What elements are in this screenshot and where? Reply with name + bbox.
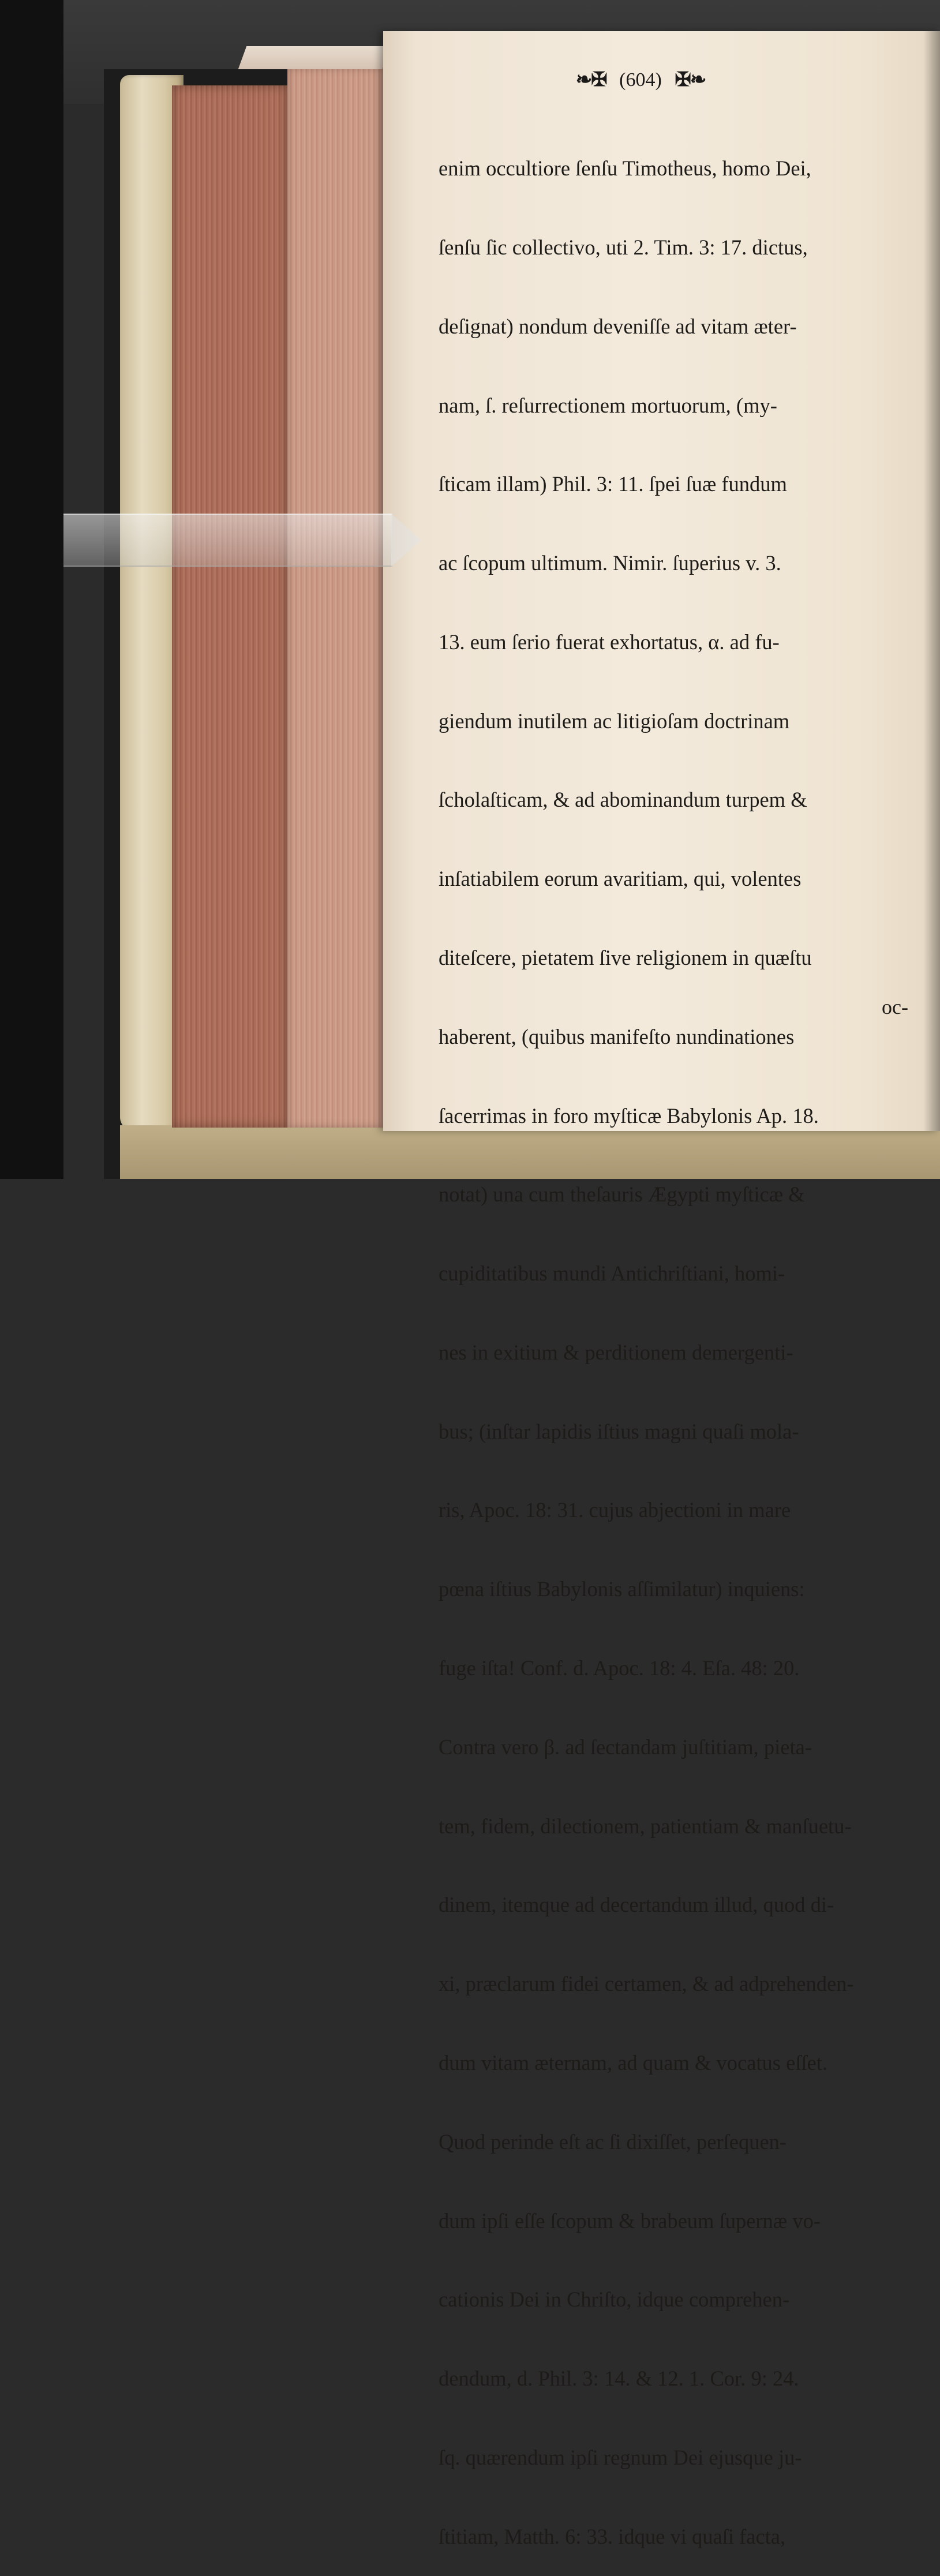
text-line: dendum, d. Phil. 3: 14. & 12. 1. Cor. 9: 24. [439, 2367, 799, 2391]
text-line: deſignat) nondum deveniſſe ad vitam æter- [439, 314, 797, 338]
text-line: dum ipſi eſſe ſcopum & brabeum ſupernæ vo- [439, 2208, 821, 2233]
background-left [0, 0, 63, 1179]
text-line: ſticam illam) Phil. 3: 11. ſpei ſuæ fundum [439, 472, 787, 496]
text-line: ac ſcopum ultimum. Nimir. ſuperius v. 3. [439, 551, 781, 575]
text-line: tem, fidem, dilectionem, patientiam & manſuetu- [439, 1814, 852, 1838]
text-line: Quod perinde eſt ac ſi dixiſſet, perſequen- [439, 2129, 787, 2154]
text-line: ſq. quærendum ipſi regnum Dei ejusque ju- [439, 2445, 802, 2469]
text-line: diteſcere, pietatem ſive religionem in quæſtu [439, 946, 812, 969]
catchword: oc- [882, 995, 908, 1019]
page-edges-light [287, 68, 384, 1128]
text-line: ſacerrimas in foro myſticæ Babylonis Ap. 18. [439, 1103, 819, 1128]
text-line: xi, præclarum fidei certamen, & ad adprehenden- [439, 1972, 854, 1996]
header-ornament-right: ✠❧ [675, 69, 706, 91]
page-edges [172, 85, 287, 1128]
page-header [439, 68, 842, 91]
text-line: giendum inutilem ac litigioſam doctrinam [439, 709, 790, 733]
text-line: inſatiabilem eorum avaritiam, qui, volentes [439, 867, 802, 891]
bookmark-ribbon [63, 514, 392, 567]
text-line: dum vitam æternam, ad quam & vocatus eſſet. [439, 2050, 828, 2075]
text-line: Contra vero β. ad ſectandam juſtitiam, pieta- [439, 1735, 812, 1759]
text-line: nam, ſ. reſurrectionem mortuorum, (my- [439, 393, 777, 417]
text-line: notat) una cum theſauris Ægypti myſticæ & [439, 1182, 805, 1207]
text-line: cupiditatibus mundi Antichriſtiani, homi- [439, 1261, 785, 1286]
text-line: ſenſu ſic collectivo, uti 2. Tim. 3: 17. dictus, [439, 235, 808, 259]
text-line: haberent, (quibus manifeſto nundinationes [439, 1024, 795, 1049]
page-edges-top [238, 46, 391, 69]
text-line: enim occultiore ſenſu Timotheus, homo Dei, [439, 156, 811, 181]
text-line: ris, Apoc. 18: 31. cujus abjectioni in mare [439, 1498, 791, 1522]
header-ornament-left: ❧✠ [575, 69, 606, 91]
body-text [439, 103, 924, 2576]
page-gutter-shadow [923, 31, 940, 1131]
text-line: dinem, itemque ad decertandum illud, quod di- [439, 1893, 834, 1917]
text-line: ſcholaſticam, & ad abominandum turpem & [439, 788, 807, 812]
text-line: fuge iſta! Conf. d. Apoc. 18: 4. Eſa. 48: 20. [439, 1656, 800, 1680]
bookmark-tip [391, 514, 421, 567]
text-line: nes in exitium & perditionem demergenti- [439, 1340, 793, 1364]
text-line: cationis Dei in Chriſto, idque comprehen- [439, 2287, 790, 2312]
text-line: ſtitiam, Matth. 6: 33. idque vi quaſi facta, [439, 2524, 786, 2548]
text-line: 13. eum ſerio fuerat exhortatus, α. ad fu- [439, 630, 780, 654]
text-line: bus; (inſtar lapidis iſtius magni quaſi mola- [439, 1419, 799, 1443]
text-line: pœna iſtius Babylonis aſſimilatur) inquiens: [439, 1577, 805, 1601]
page-number: (604) [619, 69, 662, 91]
